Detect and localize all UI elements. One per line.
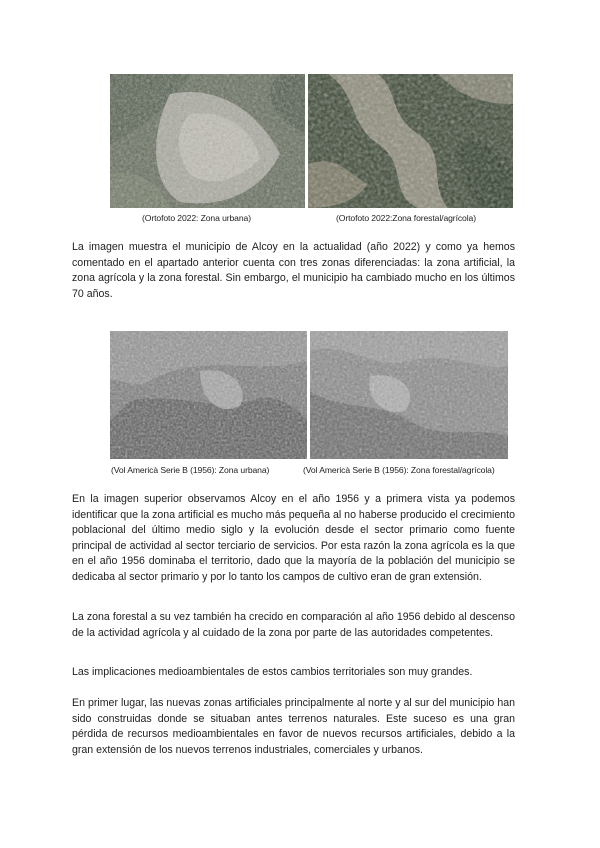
orthophoto-2022-urban-image: [110, 74, 305, 208]
figure-2-caption-left: (Vol Americà Serie B (1956): Zona urbana): [111, 465, 270, 475]
orthophoto-2022-forest-agricultural-image: [308, 74, 513, 208]
aerial-1956-urban-image: [110, 331, 307, 459]
figure-2-caption-right: (Vol Americà Serie B (1956): Zona forestal/agrícola): [303, 465, 495, 475]
figure-1-caption-right: (Ortofoto 2022:Zona forestal/agrícola): [336, 213, 476, 223]
paragraph-4: Las implicaciones medioambientales de estos cambios territoriales son muy grandes.: [72, 666, 473, 678]
paragraph-3: La zona forestal a su vez también ha crecido en comparación al año 1956 debido al descenso de la actividad agrícola y al cuidado de la zona por parte de las autoridades competentes.: [72, 611, 515, 639]
paragraph-1: La imagen muestra el municipio de Alcoy en la actualidad (año 2022) y como ya hemos comentado en el apartado anterior cuenta con tres zonas diferenciadas: la zona artificial, la zona agrícola y la zona forestal. Sin embargo, el municipio ha cambiado mucho en los últimos 70 años.: [72, 241, 515, 300]
paragraph-2: En la imagen superior observamos Alcoy en el año 1956 y a primera vista ya podemos identificar que la zona artificial es mucho más pequeña al no haberse producido el crecimiento poblacional del último medio siglo y la evolución desde el sector primario como fuente principal de actividad al sector terciario de servicios. Por esta razón la zona agrícola es la que en el año 1956 dominaba el territorio, dado que la mayoría de la población del municipio se dedicaba al sector primario y por lo tanto los campos de cultivo eran de gran extensión.: [72, 493, 515, 583]
figure-1-caption-left: (Ortofoto 2022: Zona urbana): [142, 213, 251, 223]
aerial-1956-forest-agricultural-image: [310, 331, 508, 459]
paragraph-5: En primer lugar, las nuevas zonas artificiales principalmente al norte y al sur del municipio han sido construidas donde se situaban antes terrenos naturales. Este suceso es una gran pérdida de recursos medioambientales en favor de nuevos recursos artificiales, debido a la gran extensión de los nuevos terrenos industriales, comerciales y urbanos.: [72, 697, 515, 756]
